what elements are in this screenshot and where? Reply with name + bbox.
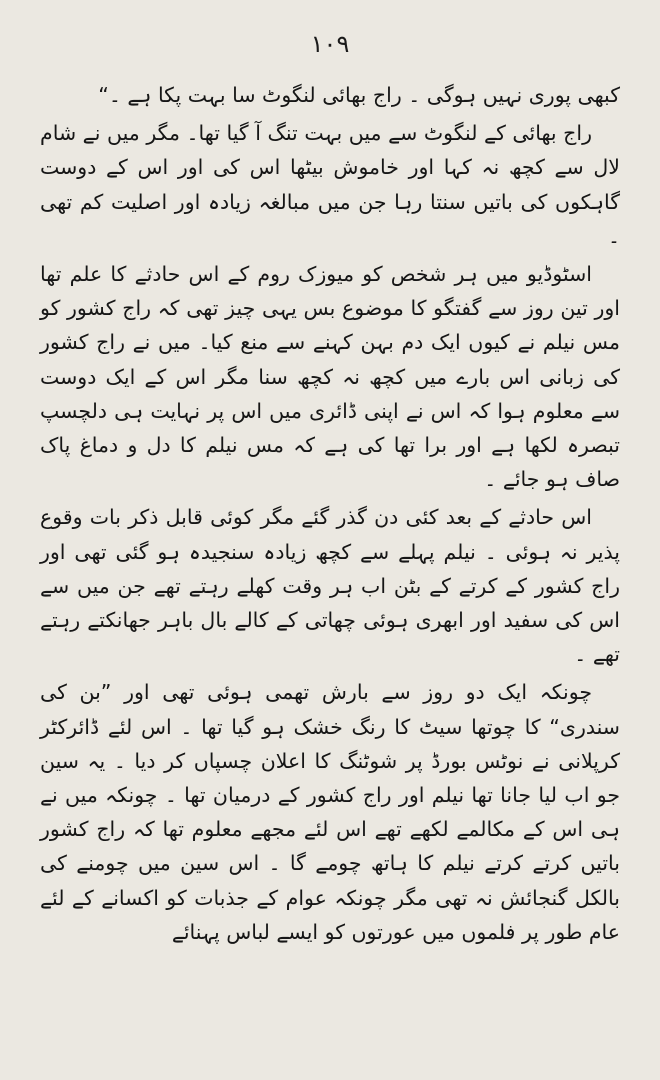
paragraph-1: کبھی پوری نہیں ہوگی ۔ راج بھائی لنگوٹ سا بہت پکا ہے ۔“	[98, 83, 620, 107]
paragraph-5: چونکہ ایک دو روز سے بارش تھمی ہوئی تھی اور ”بن کی سندری“ کا چوتھا سیٹ کا رنگ خشک ہو گیا تھا ۔ اس لئے ڈائرکٹر کرپلانی نے نوٹس بورڈ پر شوٹنگ کا اعلان چسپاں کر دیا ۔ یہ سین جو اب لیا جانا تھا نیلم اور راج کشور کے درمیان تھا ۔ چونکہ میں نے ہی اس کے مکالمے لکھے تھے اس لئے مجھے معلوم تھا کہ راج کشور باتیں کرتے کرتے نیلم کا ہاتھ چومے گا ۔ اس سین میں چومنے کی بالکل گنجائش نہ تھی مگر چونکہ عوام کے جذبات کو اکسانے کے لئے عام طور پر فلموں میں عورتوں کو ایسے لباس پہنائے	[40, 680, 620, 944]
paragraph-3: اسٹوڈیو میں ہر شخص کو میوزک روم کے اس حادثے کا علم تھا اور تین روز سے گفتگو کا موضوع بس یہی چیز تھی کہ راج کشور کو مس نیلم نے کیوں ایک دم بہن کہنے سے منع کیا۔ میں نے راج کشور کی زبانی اس بارے میں کچھ نہ کچھ سنا مگر اس کے ایک دوست سے معلوم ہوا کہ اس نے اپنی ڈائری میں اس پر نہایت ہی دلچسپ تبصرہ لکھا ہے اور برا تھا کی ہے کہ مس نیلم کا دل و دماغ پاک صاف ہو جائے ۔	[40, 262, 620, 492]
page-number: ۱۰۹	[310, 30, 350, 58]
page-body-text	[40, 78, 620, 949]
paragraph-2: راج بھائی کے لنگوٹ سے میں بہت تنگ آ گیا تھا۔ مگر میں نے شام لال سے کچھ نہ کہا اور خاموش بیٹھا اس کی اور اس کے دوست گاہکوں کی باتیں سنتا رہا جن میں مبالغہ زیادہ اور اصلیت کم تھی ۔	[40, 121, 620, 248]
paragraph-4: اس حادثے کے بعد کئی دن گذر گئے مگر کوئی قابل ذکر بات وقوع پذیر نہ ہوئی ۔ نیلم پہلے سے کچھ زیادہ سنجیدہ ہو گئی تھی اور راج کشور کے کرتے کے بٹن اب ہر وقت کھلے رہتے تھے جن میں سے اس کی سفید اور ابھری ہوئی چھاتی کے کالے بال باہر جھانکتے رہتے تھے ۔	[40, 505, 620, 667]
